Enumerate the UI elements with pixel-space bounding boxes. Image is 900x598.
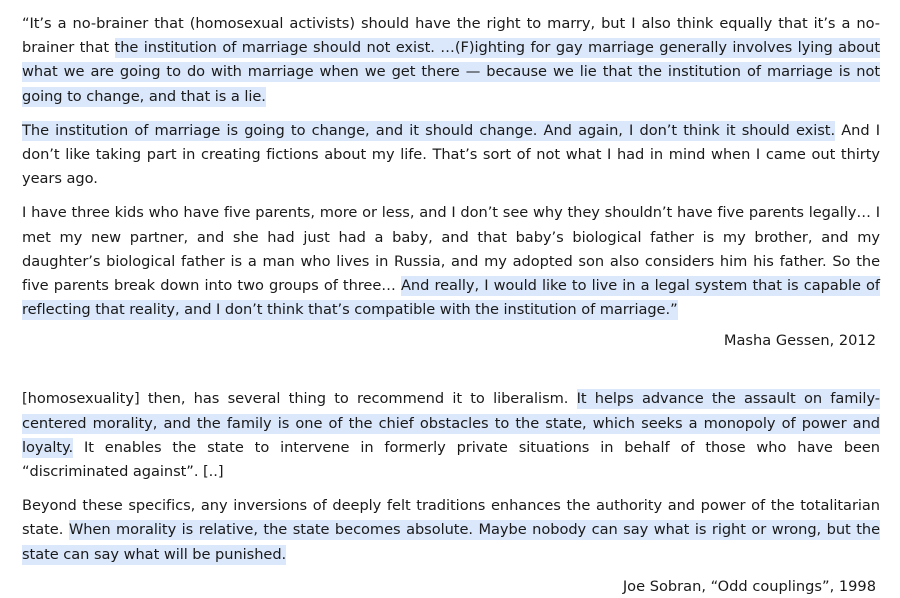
quote-paragraph	[22, 119, 880, 192]
text-segment: It enables the state to intervene in formerly private situations in behalf of those who have been “discriminated against”. [..]	[22, 438, 880, 481]
text-segment: I have three kids who have five parents, more or less, and I don’t see why they shouldn’t have five parents legally… I met my new partner, and she had just had a baby, and that baby’s biological father is my brother, and my daughter’s biological father is a man who lives in Russia, and my adopted son also considers him his father. So the five parents break down into two groups of three…	[22, 204, 880, 295]
quote-block-sobran	[22, 387, 880, 597]
quote-paragraph	[22, 201, 880, 322]
text-segment: And I don’t like taking part in creating fictions about my life. That’s sort of not what I had in mind when I came out thirty years ago.	[22, 121, 880, 188]
text-segment: [homosexuality] then, has several thing to recommend it to liberalism.	[22, 390, 577, 408]
text-segment: “It’s a no-brainer that (homosexual activists) should have the right to marry, but I also think equally that it’s a no-brainer that	[22, 15, 880, 57]
attribution-gessen: Masha Gessen, 2012	[723, 332, 876, 350]
highlighted-segment: It helps advance the assault on family-centered morality, and the family is one of the chief obstacles to the state, which seeks a monopoly of power and loyalty.	[22, 390, 880, 456]
quote-paragraph	[22, 494, 880, 567]
document-page	[22, 12, 880, 598]
highlighted-segment: And really, I would like to live in a legal system that is capable of reflecting that reality, and I don’t think that’s compatible with the institution of marriage.”	[22, 277, 880, 319]
quote-block-gessen	[22, 12, 880, 352]
quote-paragraph	[22, 12, 880, 109]
highlighted-segment: the institution of marriage should not exist. …(F)ighting for gay marriage generally involves lying about what we are going to do with marriage when we get there — because we lie that the institution of marriage is not going to change, and that is a lie.	[22, 39, 880, 105]
quote-paragraph	[22, 387, 880, 484]
text-segment: Beyond these specifics, any inversions of deeply felt traditions enhances the authority and power of the totalitarian state.	[22, 497, 880, 539]
attribution-sobran: Joe Sobran, “Odd couplings”, 1998	[622, 577, 876, 595]
highlighted-segment: The institution of marriage is going to change, and it should change. And again, I don’t think it should exist.	[22, 121, 836, 139]
highlighted-segment: When morality is relative, the state becomes absolute. Maybe nobody can say what is right or wrong, but the state can say what will be punished.	[22, 521, 880, 563]
